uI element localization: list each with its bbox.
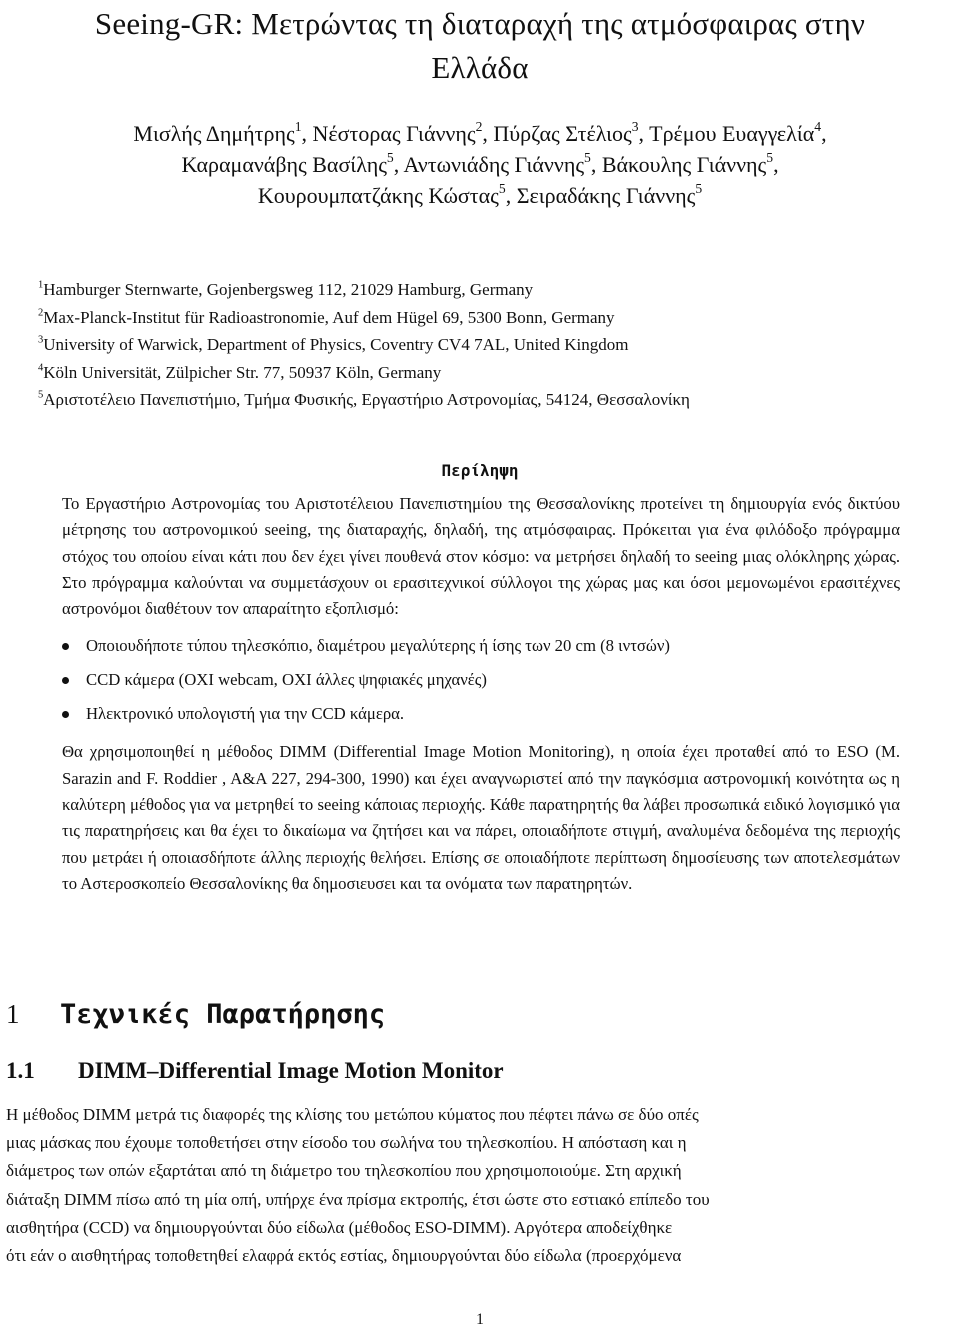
author-line [0,180,960,211]
author-name: Τρέμου Ευαγγελία [649,121,815,146]
author: Βάκουλης Γιάννης$^5$, [601,150,779,177]
affiliation-number: 1 [38,279,44,291]
author: Μισλής Δημήτρης$^1$, [133,119,313,146]
author-list [0,118,960,211]
author: Καραμανάβης Βασίλης$^5$, [181,150,404,177]
author-affil-marker: 2 [475,119,483,135]
affiliation-text: Köln Universität, Zülpicher Str. 77, 50937 Köln, Germany [43,362,442,382]
affiliation-list [38,276,938,414]
affiliation [38,331,938,359]
affiliation-text: Hamburger Sternwarte, Gojenbergsweg 112, 21029 Hamburg, Germany [43,280,534,299]
affiliation-number: 3 [38,334,44,346]
list-item [62,629,900,663]
author-affil-marker: 5 [695,181,703,197]
paper-title-line-1: Seeing-GR: Μετρώντας τη διαταραχή της ατμόσφαιρας στην [94,6,866,41]
affiliation-text: University of Warwick, Department of Physics, Coventry CV4 7AL, United Kingdom [43,335,629,354]
author-name: Μισλής Δημήτρης [133,121,295,146]
author: Πύρζας Στέλιος$^3$, [493,119,650,146]
page-number: 1 [476,1311,484,1328]
bullet-icon [62,677,69,684]
author-affil-marker: 1 [294,119,302,135]
author: Κουρουμπατζάκης Κώστας$^5$, [257,181,517,208]
affiliation-number: 2 [38,306,44,318]
paper-title [0,2,960,90]
subsection-heading [6,1053,946,1089]
body-line: μιας μάσκας που έχουμε τοποθετήσει στην είσοδο του σωλήνα του τηλεσκοπίου. Η απόσταση και η [6,1133,687,1153]
author-name: Βάκουλης Γιάννης [601,152,767,177]
affiliation [38,359,938,387]
affiliation [38,276,938,304]
list-item-text: Ηλεκτρονικό υπολογιστή για την CCD κάμερα. [86,704,405,724]
subsection-number: 1.1 [6,1058,35,1083]
author-affil-marker: 4 [814,119,822,135]
affiliation-number: 5 [38,389,44,401]
section-heading [6,996,946,1033]
author-affil-marker: 5 [386,150,394,166]
abstract-intro: Το Εργαστήριο Αστρονομίας του Αριστοτέλειου Πανεπιστημίου της Θεσσαλονίκης προτείνει τη δημιουργία ενός δικτύου μέτρησης του αστρονομικού seeing, της διαταραχής, δηλαδή, της ατμόσφαιρας. Πρόκειται για ένα φιλόδοξο πρόγραμμα στόχος του οποίου είναι κάτι που δεν έχει γίνει πουθενά στον κόσμο: να μετρήσει δηλαδή το seeing μιας ολόκληρης χώρας. Στο πρόγραμμα καλούνται να συμμετάσχουν οι ερασιτεχνικοί σύλλογοι της χώρας μας και όσοι μεμονωμένοι ερασιτέχνες αστρονόμοι διαθέτουν τον απαραίτητο εξοπλισμό: [62,494,900,619]
author-line [0,118,960,149]
author-affil-marker: 5 [584,150,591,166]
equipment-list [62,629,900,731]
affiliation [38,386,938,414]
body-line: διάμετρος των οπών εξαρτάται από τη διάμετρο του τηλεσκοπίου που χρησιμοποιούμε. Στη αρχική [6,1161,682,1181]
author-name: Νέστορας Γιάννης [312,121,476,146]
bullet-icon [62,711,69,718]
body-paragraph [6,1101,956,1270]
section-title: Τεχνικές Παρατήρησης [60,999,386,1030]
body-line: Η μέθοδος DIMM μετρά τις διαφορές της κλίσης του μετώπου κύματος που πέφτει πάνω σε δύο οπές [6,1105,699,1124]
abstract [62,491,900,897]
list-item-text: CCD κάμερα (OXI webcam, OXI άλλες ψηφιακές μηχανές) [86,670,487,690]
author-name: Κουρουμπατζάκης Κώστας [257,183,499,208]
affiliation-text: Αριστοτέλειο Πανεπιστήμιο, Τμήμα Φυσικής, Εργαστήριο Αστρονομίας, 54124, Θεσσαλονίκη [43,390,690,409]
list-item [62,663,900,697]
abstract-outro: Θα χρησιμοποιηθεί η μέθοδος DIMM (Differential Image Motion Monitoring), η οποία έχει προταθεί από το ESO (M. Sarazin and F. Roddier , A&A 227, 294-300, 1990) και έχει αναγνωριστεί από την παγκόσμια αστρονομική κοινότητα ως η καλύτερη μέθοδος για να μετρηθεί το seeing κάποιας περιοχής. Κάθε παρατηρητής θα λάβει προσωπικά ειδικό λογισμικό για τις παρατηρήσεις και θα έχει το δικαίωμα να ζητήσει και να πάρει, οποιαδήποτε στιγμή, αναλυμένα δεδομένα της περιοχής που μετράει ή οποιασδήποτε άλλης περιοχής θελήσει. Επίσης σε οποιαδήποτε περίπτωση δημοσίευσης των αποτελεσμάτων το Αστεροσκοπείο Θεσσαλονίκης θα δημοσιευσει και τα ονόματα των παρατηρητών. [62,742,900,893]
affiliation-text: Max-Planck-Institut für Radioastronomie, Auf dem Hügel 69, 5300 Bonn, Germany [43,307,615,327]
body-line: ότι εάν ο αισθητήρας τοποθετηθεί ελαφρά εκτός εστίας, δημιουργούνται δύο είδωλα (προερχόμενα [6,1246,682,1266]
section-number: 1 [6,999,20,1029]
author-affil-marker: 3 [631,119,639,135]
author: Αντωνιάδης Γιάννης$^5$, [403,150,602,177]
author-name: Αντωνιάδης Γιάννης [403,152,585,177]
list-item-text: Οποιουδήποτε τύπου τηλεσκόπιο, διαμέτρου μεγαλύτερης ή ίσης των 20 cm (8 ιντσών) [86,636,670,656]
abstract-heading: Περίληψη [441,461,519,480]
author-affil-marker: 5 [498,181,506,197]
author-line [0,149,960,180]
author: Τρέμου Ευαγγελία$^4$, [649,119,827,146]
body-line: διάταξη DIMM πίσω από τη μία οπή, υπήρχε ένα πρίσμα εκτροπής, έτσι ώστε στο εστιακό επίπεδο του [6,1189,710,1209]
author-name: Πύρζας Στέλιος [493,121,632,146]
bullet-icon [62,643,69,650]
affiliation [38,304,938,332]
paper-title-line-2: Ελλάδα [431,50,529,85]
body-line: αισθητήρα (CCD) να δημιουργούνται δύο είδωλα (μέθοδος ESO-DIMM). Αργότερα αποδείχθηκε [6,1217,673,1237]
author-affil-marker: 5 [766,150,774,166]
author-name: Καραμανάβης Βασίλης [181,152,387,177]
affiliation-number: 4 [38,361,44,373]
author-name: Σειραδάκης Γιάννης [516,183,696,208]
author: Νέστορας Γιάννης$^2$, [312,119,494,146]
subsection-title: DIMM–Differential Image Motion Monitor [78,1058,504,1083]
list-item [62,697,900,731]
author [517,183,702,208]
